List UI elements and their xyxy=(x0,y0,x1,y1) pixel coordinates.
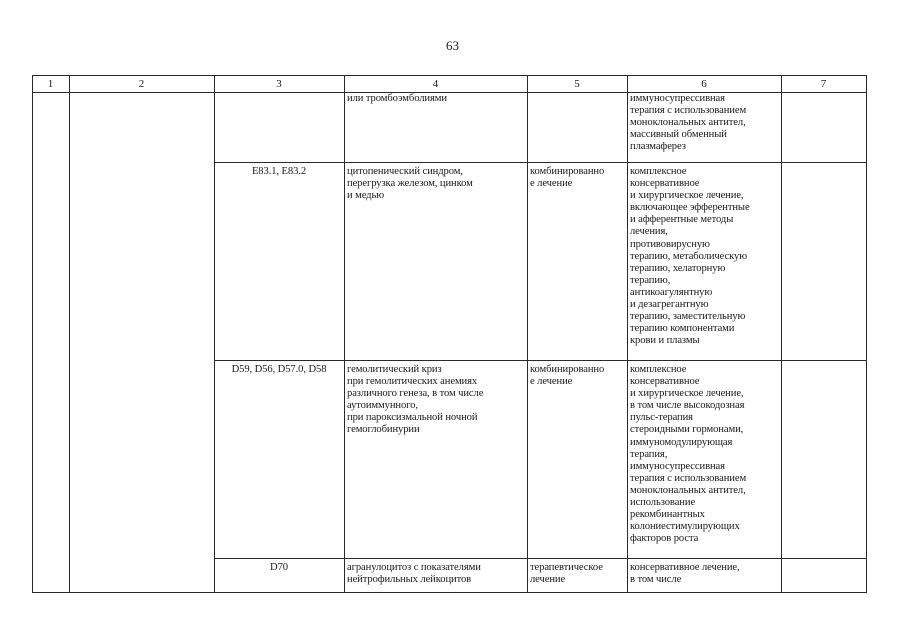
row-rule xyxy=(214,360,867,361)
method-cell: иммуносупрессивная терапия с использованием моноклональных антител, массивный обменный плазмаферез xyxy=(630,93,747,153)
code-cell: D59, D56, D57.0, D58 xyxy=(231,364,327,375)
row-rule xyxy=(214,162,867,163)
method-cell: комплексное консервативное и хирургическое лечение, включающее эфферентные и афферентные методы лечения, противовирусную терапию, метаболическую терапию, хелаторную терапию, антикоагулянтную и дезагрегантную терапию, заместительную терапию компонентами крови и плазмы xyxy=(630,166,750,347)
column-rule xyxy=(214,75,215,592)
header-cell-4: 4 xyxy=(432,78,439,90)
page-number: 63 xyxy=(446,38,459,53)
condition-cell: цитопенический синдром, перегрузка железом, цинком и медью xyxy=(347,166,473,202)
condition-cell: агранулоцитоз с показателями нейтрофильных лейкоцитов xyxy=(347,562,481,586)
column-rule xyxy=(627,75,628,592)
method-cell: консервативное лечение, в том числе xyxy=(630,562,740,586)
code-cell: E83.1, E83.2 xyxy=(251,166,307,177)
header-cell-5: 5 xyxy=(574,78,580,90)
treatment-type-cell: комбинированно е лечение xyxy=(530,166,605,190)
column-rule xyxy=(32,75,33,592)
column-rule xyxy=(344,75,345,592)
column-rule xyxy=(69,75,70,592)
condition-cell: или тромбоэмболиями xyxy=(347,93,447,104)
condition-cell: гемолитический криз при гемолитических анемиях различного генеза, в том числе аутоиммунного, при пароксизмальной ночной гемоглобинурии xyxy=(347,364,484,436)
code-cell: D70 xyxy=(270,562,288,573)
column-rule xyxy=(781,75,782,592)
header-cell-6: 6 xyxy=(701,78,707,90)
method-cell: комплексное консервативное и хирургическое лечение, в том числе высокодозная пульс-терапия стероидными гормонами, иммуномодулирующая терапия, иммуносупрессивная терапия с использованием моноклональных антител, использование рекомбинантных колониестимулирующих факторов роста xyxy=(630,364,747,545)
table-top-rule xyxy=(32,75,867,76)
treatment-type-cell: комбинированно е лечение xyxy=(530,364,605,388)
column-rule xyxy=(866,75,867,592)
header-cell-7: 7 xyxy=(820,78,827,90)
header-cell-2: 2 xyxy=(138,78,145,90)
table-bottom-rule xyxy=(32,592,867,593)
treatment-type-cell: терапевтическое лечение xyxy=(530,562,603,586)
row-rule xyxy=(214,558,867,559)
header-cell-1: 1 xyxy=(47,78,54,90)
column-rule xyxy=(527,75,528,592)
header-cell-3: 3 xyxy=(276,78,282,90)
